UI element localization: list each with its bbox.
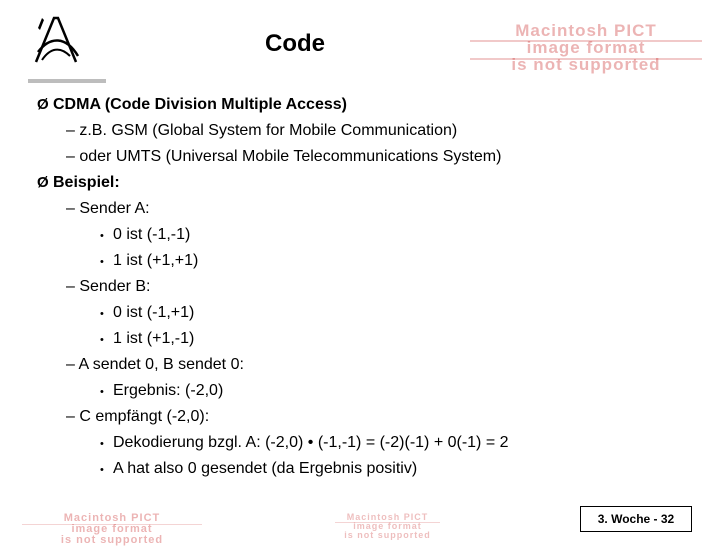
- pict-rule: [470, 40, 702, 42]
- bullet-marker: Ø: [37, 96, 49, 113]
- pict-text-line: is not supported: [344, 530, 431, 540]
- bullet-item-level3: [100, 303, 194, 324]
- bullet-marker: •: [100, 308, 104, 320]
- bullet-item-level3: [100, 329, 194, 350]
- pict-rule: [470, 58, 702, 60]
- bullet-marker: Ø: [37, 174, 49, 191]
- bullet-text: CDMA (Code Division Multiple Access): [53, 96, 347, 113]
- bullet-text: – oder UMTS (Universal Mobile Telecommunications System): [66, 148, 502, 165]
- bullet-text: Ergebnis: (-2,0): [113, 382, 224, 399]
- bullet-marker: •: [100, 230, 104, 242]
- bullet-text: A hat also 0 gesendet (da Ergebnis positiv): [113, 460, 418, 477]
- bullet-item-level3: [100, 459, 417, 480]
- pict-text-line: Macintosh PICT: [346, 512, 429, 522]
- bullet-item-level3: [100, 251, 198, 272]
- pict-rule: [22, 524, 202, 525]
- pict-placeholder-top: [470, 22, 702, 73]
- bullet-text: – Sender A:: [66, 200, 150, 217]
- bullet-item-level2: [66, 147, 501, 167]
- bullet-marker: •: [100, 464, 104, 476]
- bullet-text: 0 ist (-1,+1): [113, 304, 195, 321]
- bullet-item-level3: [100, 225, 190, 246]
- bullet-text: Dekodierung bzgl. A: (-2,0) • (-1,-1) = (-2)(-1) + 0(-1) = 2: [113, 434, 509, 451]
- bullet-text: – Sender B:: [66, 278, 151, 295]
- bullet-text: – A sendet 0, B sendet 0:: [66, 356, 244, 373]
- bullet-text: 1 ist (+1,+1): [113, 252, 199, 269]
- pict-rule: [335, 522, 440, 523]
- bullet-item-level1: [37, 173, 120, 193]
- bullet-item-level2: [66, 355, 244, 375]
- pict-text-line: Macintosh PICT: [63, 512, 161, 524]
- bullet-marker: •: [100, 386, 104, 398]
- pict-text-line: Macintosh PICT: [515, 21, 657, 40]
- title-divider: [28, 79, 106, 83]
- pict-placeholder-bottom-left: [22, 513, 202, 546]
- bullet-marker: •: [100, 438, 104, 450]
- pict-text-line: image format: [526, 38, 646, 57]
- bullet-text: 1 ist (+1,-1): [113, 330, 195, 347]
- bullet-text: 0 ist (-1,-1): [113, 226, 191, 243]
- bullet-text: – C empfängt (-2,0):: [66, 408, 210, 425]
- bullet-marker: •: [100, 256, 104, 268]
- pict-placeholder-bottom-center: [335, 513, 440, 540]
- bullet-item-level1: [37, 95, 347, 115]
- pict-text-line: image format: [353, 521, 422, 531]
- bullet-item-level3: [100, 381, 223, 402]
- bullet-item-level2: [66, 121, 457, 141]
- bullet-marker: •: [100, 334, 104, 346]
- bullet-item-level2: [66, 199, 150, 219]
- bullet-text: Beispiel:: [53, 174, 120, 191]
- bullet-item-level2: [66, 407, 209, 427]
- pict-text-line: is not supported: [60, 534, 164, 546]
- bullet-item-level2: [66, 277, 151, 297]
- bullet-item-level3: [100, 433, 509, 454]
- slide-footer: 3. Woche - 32: [580, 506, 692, 532]
- pict-text-line: is not supported: [511, 55, 661, 74]
- slide-title: Code: [265, 30, 325, 57]
- bullet-text: – z.B. GSM (Global System for Mobile Communication): [66, 122, 458, 139]
- a-logo-icon: [28, 10, 88, 70]
- pict-text-line: image format: [71, 523, 153, 535]
